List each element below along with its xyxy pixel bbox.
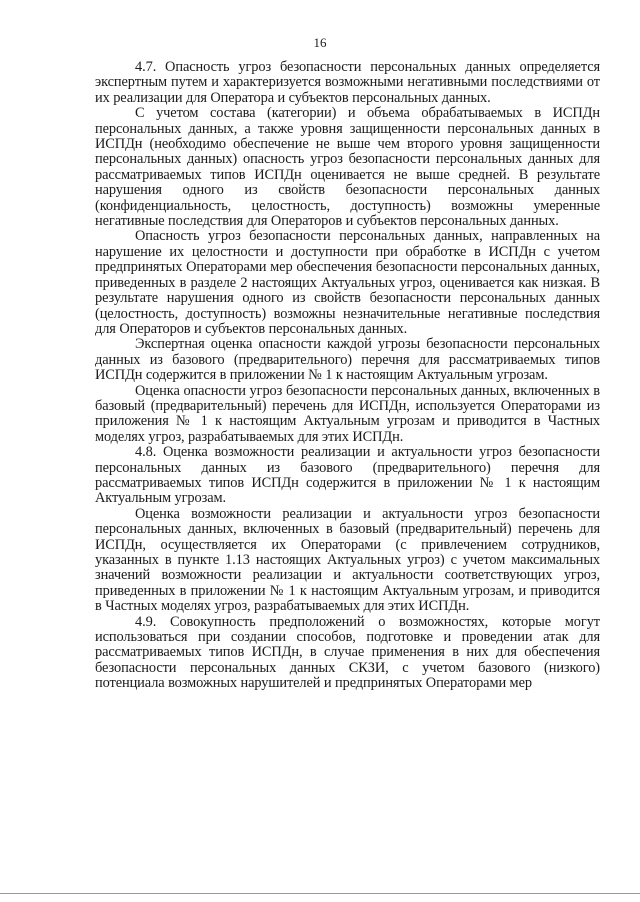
- bottom-divider: [0, 893, 640, 894]
- paragraph-4-7-expert-assessment: Экспертная оценка опасности каждой угрозы безопасности персональных данных из базового (предварительного) перечня для рассматриваемых типов ИСПДн содержится в приложении № 1 к настоящим Актуальным угрозам.: [95, 336, 600, 384]
- paragraph-4-8-assessment: Оценка возможности реализации и актуальности угроз безопасности персональных данных, включенных в базовый (предварительный) перечень для ИСПДн, осуществляется их Операторами (с привлечением сотрудников, указанных в пункте 1.13 настоящих Актуальных угроз) с учетом максимальных значений возможности реализации и актуальности соответствующих угроз, приведенных в приложении № 1 к настоящим Актуальным угрозам, и приводится в Частных моделях угроз, разрабатываемых для этих ИСПДн.: [95, 505, 600, 615]
- paragraph-4-7-category: С учетом состава (категории) и объема обрабатываемых в ИСПДн персональных данных, а также уровня защищенности персональных данных в ИСПДн (необходимо обеспечение не выше чем второго уровня защищенности персональных данных) опасность угроз безопасности персональных данных для рассматриваемых типов ИСПДн оценивается не выше средней. В результате нарушения одного из свойств безопасности персональных данных (конфиденциальность, целостность, доступность) возможны умеренные негативные последствия для Операторов и субъектов персональных данных.: [95, 105, 600, 230]
- page-number: 16: [313, 35, 327, 50]
- paragraph-4-8: 4.8. Оценка возможности реализации и актуальности угроз безопасности персональных данных из базового (предварительного) перечня для рассматриваемых типов ИСПДн содержится в приложении № 1 к настоящим Актуальным угрозам.: [95, 444, 600, 507]
- paragraph-4-7-usage: Оценка опасности угроз безопасности персональных данных, включенных в базовый (предварительный) перечень для ИСПДн, используется Операторами из приложения № 1 к настоящим Актуальным угрозам и приводится в Частных моделях угроз, разрабатываемых для этих ИСПДн.: [95, 382, 600, 445]
- paragraph-4-7-integrity: Опасность угроз безопасности персональных данных, направленных на нарушение их целостности и доступности при обработке в ИСПДн с учетом предпринятых Операторами мер обеспечения безопасности персональных данных, приведенных в разделе 2 настоящих Актуальных угроз, оценивается как низкая. В результате нарушения одного из свойств безопасности персональных данных (целостность, доступность) возможны незначительные негативные последствия для Операторов и субъектов персональных данных.: [95, 228, 600, 337]
- paragraph-4-9: 4.9. Совокупность предположений о возможностях, которые могут использоваться при создании способов, подготовке и проведении атак для рассматриваемых типов ИСПДн, в случае применения в них для обеспечения безопасности персональных данных СКЗИ, с учетом базового (низкого) потенциала возможных нарушителей и предпринятых Операторами мер: [95, 613, 600, 692]
- document-body: [95, 60, 600, 692]
- paragraph-4-7: 4.7. Опасность угроз безопасности персональных данных определяется экспертным путем и характеризуется возможными негативными последствиями от их реализации для Оператора и субъектов персональных данных.: [95, 59, 600, 106]
